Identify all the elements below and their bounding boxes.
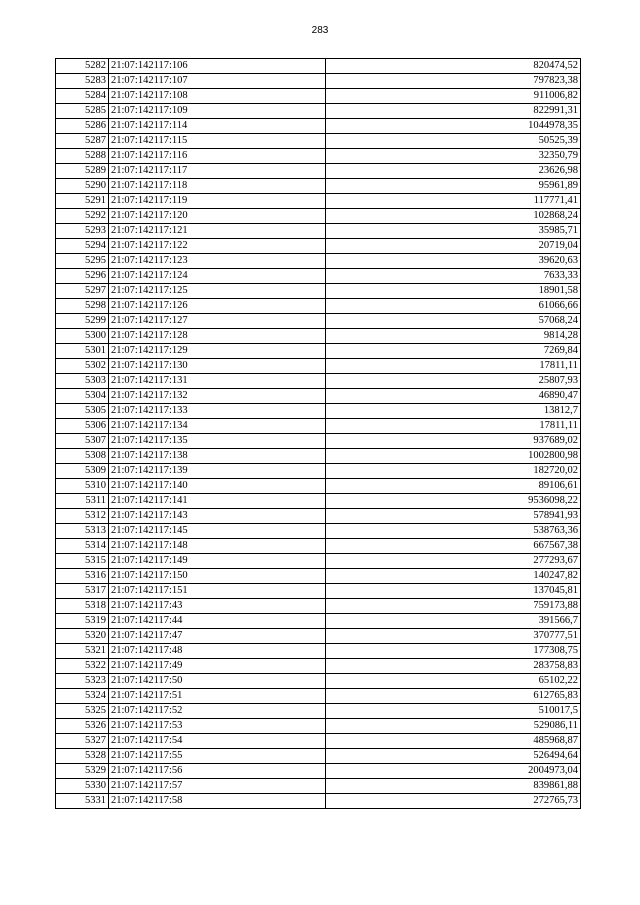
cadastral-number: 21:07:142117:125 (109, 284, 326, 299)
cadastral-value: 95961,89 (326, 179, 581, 194)
cadastral-number: 21:07:142117:133 (109, 404, 326, 419)
cadastral-value: 283758,83 (326, 659, 581, 674)
row-number: 5300 (56, 329, 109, 344)
cadastral-value: 46890,47 (326, 389, 581, 404)
row-number: 5322 (56, 659, 109, 674)
row-number: 5309 (56, 464, 109, 479)
table-row (56, 629, 581, 644)
table-row (56, 179, 581, 194)
cadastral-value: 370777,51 (326, 629, 581, 644)
cadastral-value: 797823,38 (326, 74, 581, 89)
row-number: 5302 (56, 359, 109, 374)
table-row (56, 329, 581, 344)
row-number: 5317 (56, 584, 109, 599)
row-number: 5284 (56, 89, 109, 104)
cadastral-value: 7269,84 (326, 344, 581, 359)
cadastral-number: 21:07:142117:54 (109, 734, 326, 749)
cadastral-value: 117771,41 (326, 194, 581, 209)
cadastral-number: 21:07:142117:55 (109, 749, 326, 764)
page-number: 283 (311, 25, 329, 36)
cadastral-value: 839861,88 (326, 779, 581, 794)
cadastral-value: 20719,04 (326, 239, 581, 254)
row-number: 5321 (56, 644, 109, 659)
cadastral-number: 21:07:142117:127 (109, 314, 326, 329)
row-number: 5325 (56, 704, 109, 719)
cadastral-value: 2004973,04 (326, 764, 581, 779)
table-row (56, 599, 581, 614)
cadastral-number: 21:07:142117:128 (109, 329, 326, 344)
table-row (56, 719, 581, 734)
row-number: 5314 (56, 539, 109, 554)
cadastral-number: 21:07:142117:50 (109, 674, 326, 689)
table-row (56, 494, 581, 509)
cadastral-value: 667567,38 (326, 539, 581, 554)
table-row (56, 569, 581, 584)
table-row (56, 299, 581, 314)
row-number: 5316 (56, 569, 109, 584)
cadastral-number: 21:07:142117:141 (109, 494, 326, 509)
cadastral-number: 21:07:142117:58 (109, 794, 326, 809)
table-row (56, 314, 581, 329)
cadastral-number: 21:07:142117:121 (109, 224, 326, 239)
table-row (56, 89, 581, 104)
row-number: 5282 (56, 59, 109, 74)
row-number: 5320 (56, 629, 109, 644)
cadastral-number: 21:07:142117:51 (109, 689, 326, 704)
cadastral-value: 177308,75 (326, 644, 581, 659)
table-row (56, 374, 581, 389)
cadastral-value: 391566,7 (326, 614, 581, 629)
table-row (56, 689, 581, 704)
table-row (56, 389, 581, 404)
cadastral-value: 277293,67 (326, 554, 581, 569)
cadastral-number: 21:07:142117:57 (109, 779, 326, 794)
table-row (56, 359, 581, 374)
table-body (56, 59, 581, 809)
table-row (56, 464, 581, 479)
cadastral-number: 21:07:142117:149 (109, 554, 326, 569)
row-number: 5287 (56, 134, 109, 149)
cadastral-number: 21:07:142117:135 (109, 434, 326, 449)
table-row (56, 734, 581, 749)
cadastral-number: 21:07:142117:129 (109, 344, 326, 359)
table-row (56, 524, 581, 539)
cadastral-number: 21:07:142117:56 (109, 764, 326, 779)
table-row (56, 644, 581, 659)
cadastral-value: 822991,31 (326, 104, 581, 119)
table-row (56, 584, 581, 599)
row-number: 5291 (56, 194, 109, 209)
cadastral-value: 9814,28 (326, 329, 581, 344)
table-row (56, 539, 581, 554)
cadastral-value: 17811,11 (326, 359, 581, 374)
cadastral-number: 21:07:142117:117 (109, 164, 326, 179)
cadastral-value: 820474,52 (326, 59, 581, 74)
cadastral-number: 21:07:142117:122 (109, 239, 326, 254)
table-row (56, 104, 581, 119)
row-number: 5306 (56, 419, 109, 434)
cadastral-number: 21:07:142117:47 (109, 629, 326, 644)
row-number: 5296 (56, 269, 109, 284)
row-number: 5326 (56, 719, 109, 734)
table-row (56, 209, 581, 224)
cadastral-number: 21:07:142117:140 (109, 479, 326, 494)
row-number: 5297 (56, 284, 109, 299)
cadastral-number: 21:07:142117:138 (109, 449, 326, 464)
cadastral-number: 21:07:142117:120 (109, 209, 326, 224)
table-row (56, 254, 581, 269)
row-number: 5327 (56, 734, 109, 749)
table-row (56, 794, 581, 809)
table-row (56, 59, 581, 74)
cadastral-value: 1044978,35 (326, 119, 581, 134)
row-number: 5308 (56, 449, 109, 464)
table-row (56, 704, 581, 719)
cadastral-value: 485968,87 (326, 734, 581, 749)
row-number: 5329 (56, 764, 109, 779)
table-row (56, 479, 581, 494)
cadastral-value: 140247,82 (326, 569, 581, 584)
cadastral-number: 21:07:142117:48 (109, 644, 326, 659)
cadastral-value: 35985,71 (326, 224, 581, 239)
table-row (56, 779, 581, 794)
cadastral-value: 137045,81 (326, 584, 581, 599)
table-row (56, 419, 581, 434)
cadastral-value: 89106,61 (326, 479, 581, 494)
table-row (56, 224, 581, 239)
cadastral-number: 21:07:142117:148 (109, 539, 326, 554)
cadastral-value: 182720,02 (326, 464, 581, 479)
row-number: 5290 (56, 179, 109, 194)
cadastral-number: 21:07:142117:49 (109, 659, 326, 674)
cadastral-number: 21:07:142117:131 (109, 374, 326, 389)
row-number: 5324 (56, 689, 109, 704)
row-number: 5304 (56, 389, 109, 404)
table-row (56, 614, 581, 629)
cadastral-value: 759173,88 (326, 599, 581, 614)
cadastral-number: 21:07:142117:115 (109, 134, 326, 149)
table-row (56, 554, 581, 569)
cadastral-value: 911006,82 (326, 89, 581, 104)
cadastral-number: 21:07:142117:124 (109, 269, 326, 284)
table-row (56, 119, 581, 134)
cadastral-value: 65102,22 (326, 674, 581, 689)
cadastral-value: 538763,36 (326, 524, 581, 539)
cadastral-value: 102868,24 (326, 209, 581, 224)
cadastral-value: 39620,63 (326, 254, 581, 269)
cadastral-number: 21:07:142117:130 (109, 359, 326, 374)
cadastral-number: 21:07:142117:143 (109, 509, 326, 524)
cadastral-value: 32350,79 (326, 149, 581, 164)
row-number: 5315 (56, 554, 109, 569)
cadastral-value: 13812,7 (326, 404, 581, 419)
table-row (56, 449, 581, 464)
cadastral-value: 61066,66 (326, 299, 581, 314)
cadastral-number: 21:07:142117:43 (109, 599, 326, 614)
cadastral-number: 21:07:142117:151 (109, 584, 326, 599)
cadastral-number: 21:07:142117:109 (109, 104, 326, 119)
row-number: 5310 (56, 479, 109, 494)
cadastral-value: 7633,33 (326, 269, 581, 284)
cadastral-value: 25807,93 (326, 374, 581, 389)
row-number: 5288 (56, 149, 109, 164)
table-row (56, 164, 581, 179)
table-row (56, 764, 581, 779)
cadastral-value: 17811,11 (326, 419, 581, 434)
row-number: 5319 (56, 614, 109, 629)
cadastral-number: 21:07:142117:106 (109, 59, 326, 74)
cadastral-value: 9536098,22 (326, 494, 581, 509)
cadastral-number: 21:07:142117:116 (109, 149, 326, 164)
table-row (56, 659, 581, 674)
cadastral-value-table (55, 58, 581, 809)
row-number: 5303 (56, 374, 109, 389)
cadastral-value: 510017,5 (326, 704, 581, 719)
cadastral-number: 21:07:142117:119 (109, 194, 326, 209)
table-row (56, 509, 581, 524)
cadastral-value: 526494,64 (326, 749, 581, 764)
row-number: 5283 (56, 74, 109, 89)
row-number: 5286 (56, 119, 109, 134)
row-number: 5298 (56, 299, 109, 314)
table-row (56, 404, 581, 419)
table-row (56, 344, 581, 359)
row-number: 5294 (56, 239, 109, 254)
table-row (56, 269, 581, 284)
row-number: 5299 (56, 314, 109, 329)
cadastral-number: 21:07:142117:108 (109, 89, 326, 104)
cadastral-value: 50525,39 (326, 134, 581, 149)
cadastral-number: 21:07:142117:150 (109, 569, 326, 584)
cadastral-number: 21:07:142117:52 (109, 704, 326, 719)
table-row (56, 134, 581, 149)
cadastral-number: 21:07:142117:126 (109, 299, 326, 314)
cadastral-value: 272765,73 (326, 794, 581, 809)
row-number: 5295 (56, 254, 109, 269)
table-row (56, 149, 581, 164)
cadastral-value: 612765,83 (326, 689, 581, 704)
cadastral-number: 21:07:142117:145 (109, 524, 326, 539)
table-row (56, 194, 581, 209)
row-number: 5328 (56, 749, 109, 764)
row-number: 5285 (56, 104, 109, 119)
cadastral-number: 21:07:142117:132 (109, 389, 326, 404)
cadastral-value: 57068,24 (326, 314, 581, 329)
cadastral-value: 529086,11 (326, 719, 581, 734)
cadastral-value: 937689,02 (326, 434, 581, 449)
row-number: 5289 (56, 164, 109, 179)
table-row (56, 284, 581, 299)
row-number: 5311 (56, 494, 109, 509)
row-number: 5301 (56, 344, 109, 359)
row-number: 5330 (56, 779, 109, 794)
row-number: 5305 (56, 404, 109, 419)
cadastral-number: 21:07:142117:123 (109, 254, 326, 269)
row-number: 5323 (56, 674, 109, 689)
row-number: 5307 (56, 434, 109, 449)
table-row (56, 239, 581, 254)
cadastral-number: 21:07:142117:139 (109, 464, 326, 479)
table-row (56, 749, 581, 764)
cadastral-value: 1002800,98 (326, 449, 581, 464)
cadastral-number: 21:07:142117:107 (109, 74, 326, 89)
cadastral-number: 21:07:142117:44 (109, 614, 326, 629)
cadastral-number: 21:07:142117:53 (109, 719, 326, 734)
row-number: 5318 (56, 599, 109, 614)
cadastral-number: 21:07:142117:134 (109, 419, 326, 434)
table-row (56, 74, 581, 89)
cadastral-number: 21:07:142117:114 (109, 119, 326, 134)
row-number: 5312 (56, 509, 109, 524)
row-number: 5293 (56, 224, 109, 239)
cadastral-number: 21:07:142117:118 (109, 179, 326, 194)
cadastral-value: 23626,98 (326, 164, 581, 179)
table-row (56, 674, 581, 689)
row-number: 5313 (56, 524, 109, 539)
cadastral-value: 18901,58 (326, 284, 581, 299)
table-row (56, 434, 581, 449)
row-number: 5331 (56, 794, 109, 809)
cadastral-value: 578941,93 (326, 509, 581, 524)
row-number: 5292 (56, 209, 109, 224)
